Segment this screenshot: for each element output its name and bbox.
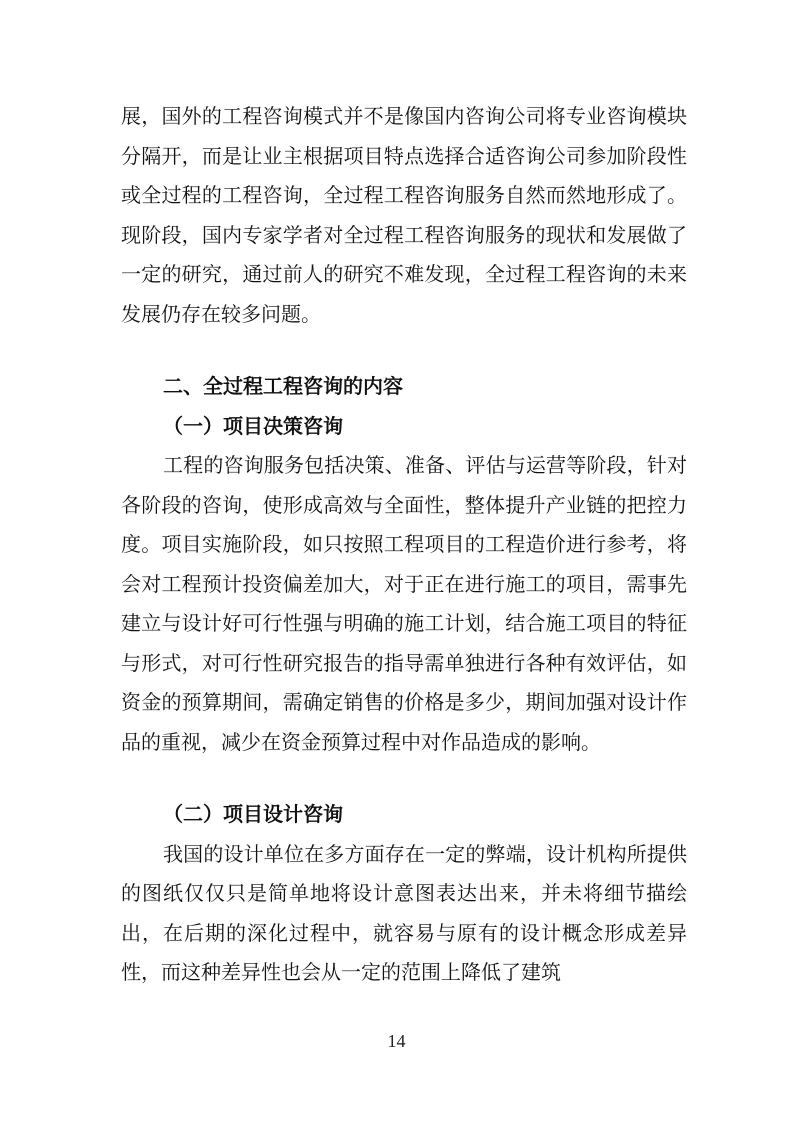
decision-consulting-paragraph: 工程的咨询服务包括决策、准备、评估与运营等阶段，针对各阶段的咨询，使形成高效与全面性，整体提升产业链的把控力度。项目实施阶段，如只按照工程项目的工程造价进行参考，将会对工程预计投资偏差加大，对于正在进行施工的项目，需事先建立与设计好可行性强与明确的施工计划，结合施工项目的特征与形式，对可行性研究报告的指导需单独进行各种有效评估，如资金的预算期间，需确定销售的价格是多少，期间加强对设计作品的重视，减少在资金预算过程中对作品造成的影响。: [121, 453, 687, 754]
paragraph-spacing: [121, 334, 687, 367]
page-number: 14: [387, 1031, 406, 1051]
subsection-heading-design-consulting: （二）项目设计咨询: [163, 802, 343, 826]
paragraph-spacing: [121, 762, 687, 795]
document-body: [121, 97, 687, 993]
section-heading: 二、全过程工程咨询的内容: [163, 374, 403, 398]
subsection-heading-decision-consulting: （一）项目决策咨询: [163, 413, 343, 438]
design-consulting-paragraph: 我国的设计单位在多方面存在一定的弊端，设计机构所提供的图纸仅仅只是简单地将设计意图表达出来，并未将细节描绘出，在后期的深化过程中，就容易与原有的设计概念形成差异性，而这种差异性也会从一定的范围上降低了建筑: [121, 841, 687, 984]
continued-paragraph: 展，国外的工程咨询模式并不是像国内咨询公司将专业咨询模块分隔开，而是让业主根据项目特点选择合适咨询公司参加阶段性或全过程的工程咨询，全过程工程咨询服务自然而然地形成了。现阶段，国内专家学者对全过程工程咨询服务的现状和发展做了一定的研究，通过前人的研究不难发现，全过程工程咨询的未来发展仍存在较多问题。: [121, 104, 687, 326]
